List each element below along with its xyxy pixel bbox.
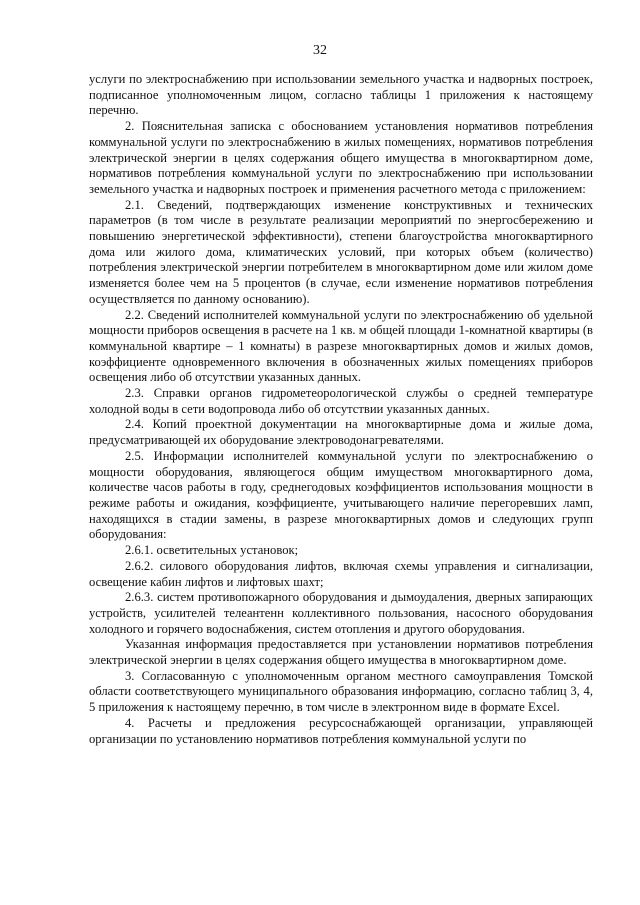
paragraph-continued: услуги по электроснабжению при использовании земельного участка и надворных построек, подписанное уполномоченным лицом, согласно таблицы 1 приложения к настоящему перечню. [89, 72, 593, 118]
paragraph-note: Указанная информация предоставляется при установлении нормативов потребления электрической энергии в целях содержания общего имущества в многоквартирном доме. [89, 637, 593, 668]
paragraph-2-3: 2.3. Справки органов гидрометеорологической службы о средней температуре холодной воды в сети водопровода либо об отсутствии указанных данных. [89, 386, 593, 416]
paragraph-2-5: 2.5. Информации исполнителей коммунальной услуги по электроснабжению о мощности оборудования, являющегося общим имуществом многоквартирного дома, количестве часов работы в году, среднегодовых коэффициентов использования мощности в режиме работы и ожидания, коэффициенте, учитывающего наличие перегоревших ламп, находящихся в стадии замены, в разрезе многоквартирных домов и следующих групп оборудования: [89, 448, 593, 542]
paragraph-3: 3. Согласованную с уполномоченным органом местного самоуправления Томской области соответствующего муниципального образования информацию, согласно таблиц 3, 4, 5 приложения к настоящему перечню, в том числе в электронном виде в формате Excel. [89, 668, 593, 715]
paragraph-4: 4. Расчеты и предложения ресурсоснабжающей организации, управляющей организации по установлению нормативов потребления коммунальной услуги по [89, 715, 593, 746]
paragraph-2: 2. Пояснительная записка с обоснованием установления нормативов потребления коммунальной услуги по электроснабжению в жилых помещениях, нормативов потребления электрической энергии в целях содержания общего имущества в многоквартирном доме, нормативов потребления коммунальной услуги по электроснабжению при использовании земельного участка и надворных построек и применения расчетного метода с приложением: [89, 119, 593, 196]
paragraph-2-2: 2.2. Сведений исполнителей коммунальной услуги по электроснабжению об удельной мощности приборов освещения в расчете на 1 кв. м общей площади 1-комнатной квартиры (в коммунальной квартире – 1 комнаты) в разрезе многоквартирных домов и жилых домов, коэффициенте одновременного включения в обозначенных жилых помещениях приборов освещения либо об отсутствии указанных данных. [89, 307, 593, 385]
document-body [89, 72, 593, 747]
paragraph-2-1: 2.1. Сведений, подтверждающих изменение конструктивных и технических параметров (в том числе в результате реализации мероприятий по энергосбережению и повышению энергетической эффективности), степени благоустройства многоквартирного дома или жилого дома, климатических условий, при которых объем (количество) потребления электрической энергии потребителем в многоквартирном доме или жилом доме изменяется более чем на 5 процентов (в случае, если изменение нормативов потребления осуществляется по данному основанию). [89, 197, 593, 306]
paragraph-2-4: 2.4. Копий проектной документации на многоквартирные дома и жилые дома, предусматривающей их оборудование электроводонагревателями. [89, 417, 593, 448]
page-number: 32 [313, 43, 327, 58]
paragraph-2-6-3: 2.6.3. систем противопожарного оборудования и дымоудаления, дверных запирающих устройств, усилителей телеантенн коллективного пользования, насосного оборудования холодного и горячего водоснабжения, систем отопления и другого оборудования. [89, 590, 593, 636]
paragraph-2-6-1: 2.6.1. осветительных установок; [125, 543, 299, 558]
paragraph-2-6-2: 2.6.2. силового оборудования лифтов, включая схемы управления и сигнализации, освещение кабин лифтов и лифтовых шахт; [89, 558, 593, 589]
